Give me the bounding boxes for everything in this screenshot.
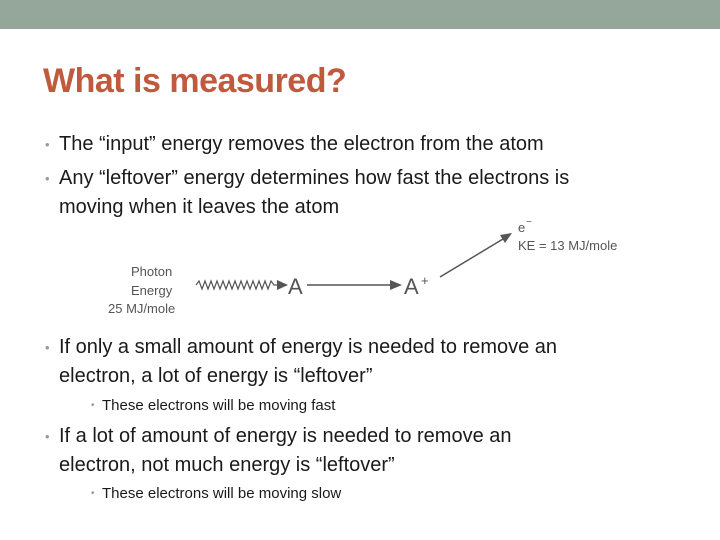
- bullet-icon: •: [45, 171, 50, 186]
- photoelectric-diagram: [100, 215, 660, 325]
- ion-symbol: A: [404, 274, 419, 299]
- bullet-item: [45, 333, 558, 391]
- kinetic-energy-label: KE = 13 MJ/mole: [518, 238, 618, 253]
- photon-label-line-2: Energy: [131, 283, 173, 298]
- slide-title: What is measured?: [43, 62, 347, 100]
- ion-charge: +: [421, 273, 429, 288]
- photon-label-line-3: 25 MJ/mole: [108, 301, 176, 316]
- sub-bullet-text: These electrons will be moving fast: [102, 397, 336, 414]
- electron-charge: −: [526, 217, 532, 228]
- bullet-icon: •: [45, 340, 50, 355]
- sub-bullet-icon: •: [91, 400, 95, 411]
- bullet-text: Any “leftover” energy determines how fast the electrons is: [59, 167, 570, 189]
- ionization-arrowhead-icon: [390, 280, 402, 290]
- bullet-icon: •: [45, 137, 50, 152]
- bullet-text: If only a small amount of energy is needed to remove an: [59, 336, 558, 358]
- electron-path-line: [440, 239, 503, 277]
- bullet-text-continuation: electron, not much energy is “leftover”: [59, 454, 395, 476]
- bullet-icon: •: [45, 429, 50, 444]
- bullet-text: The “input” energy removes the electron from the atom: [59, 133, 544, 155]
- photon-arrowhead-icon: [277, 280, 288, 290]
- bullet-text-continuation: electron, a lot of energy is “leftover”: [59, 365, 373, 387]
- bullet-text-continuation: moving when it leaves the atom: [59, 196, 340, 218]
- photon-label-line-1: Photon: [131, 264, 173, 279]
- top-accent-bar: [0, 0, 720, 29]
- photon-wave-icon: [196, 281, 278, 289]
- sub-bullet-item: [91, 396, 336, 416]
- bullet-item: [45, 164, 570, 222]
- atom-symbol: A: [288, 274, 303, 299]
- electron-symbol: e: [518, 220, 526, 235]
- bullet-text: If a lot of amount of energy is needed to remove an: [59, 425, 512, 447]
- sub-bullet-item: [91, 484, 342, 504]
- bullet-item: [45, 422, 512, 480]
- sub-bullet-text: These electrons will be moving slow: [102, 485, 342, 502]
- electron-arrowhead-icon: [500, 233, 512, 243]
- bullet-item: [45, 130, 544, 159]
- sub-bullet-icon: •: [91, 488, 95, 499]
